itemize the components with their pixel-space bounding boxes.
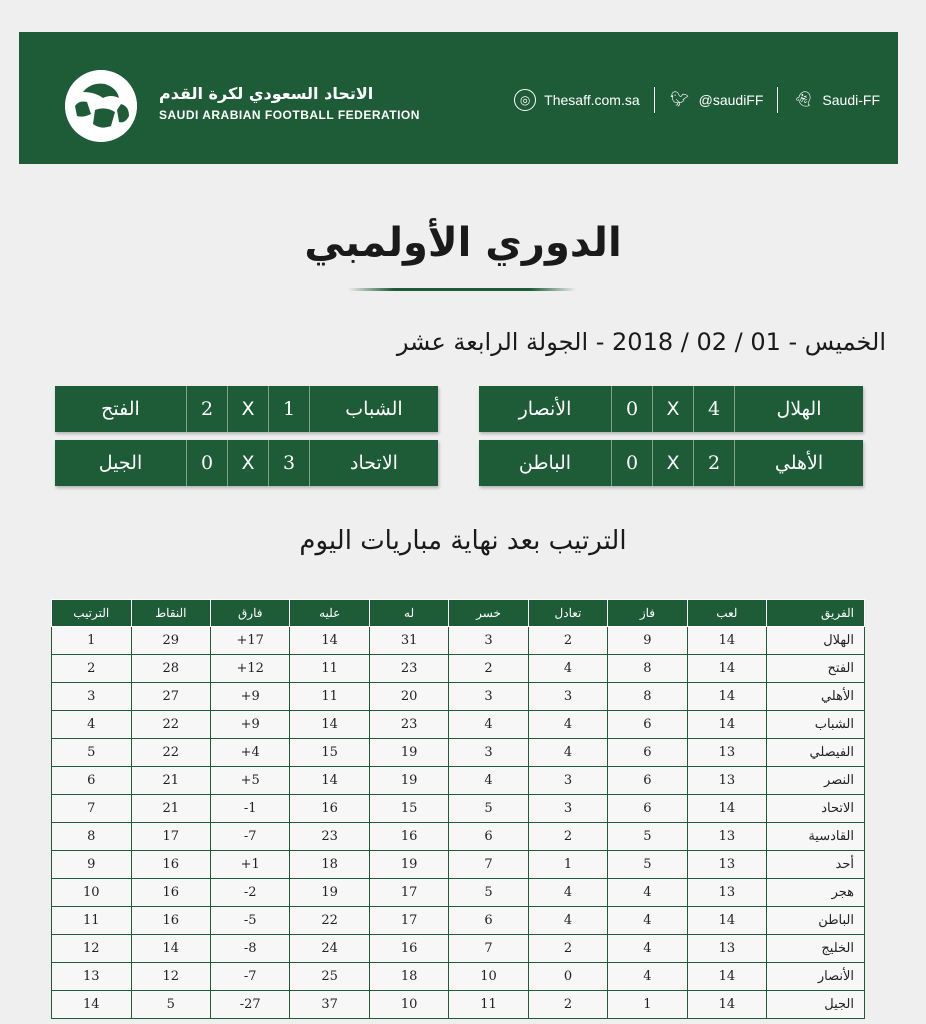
league-title: الدوري الأولمبي <box>304 220 622 266</box>
table-row <box>52 795 865 823</box>
standings-table <box>51 599 865 1019</box>
cell-goals-against: 11 <box>290 683 369 711</box>
cell-goals-against: 24 <box>290 935 369 963</box>
cell-played: 14 <box>687 683 766 711</box>
cell-goals-for: 16 <box>369 823 448 851</box>
column-header-goal-difference: فارق <box>211 600 290 627</box>
cell-points: 16 <box>131 907 210 935</box>
cell-drawn: 2 <box>528 627 607 655</box>
cell-goals-against: 14 <box>290 627 369 655</box>
cell-won: 4 <box>608 907 687 935</box>
cell-goals-against: 14 <box>290 711 369 739</box>
cell-lost: 3 <box>449 627 528 655</box>
cell-goals-for: 17 <box>369 907 448 935</box>
twitter-bird-icon: 🐦︎ <box>670 91 690 108</box>
cell-lost: 5 <box>449 879 528 907</box>
away-score: 2 <box>186 386 227 432</box>
cell-won: 6 <box>608 739 687 767</box>
cell-drawn: 4 <box>528 879 607 907</box>
table-row <box>52 851 865 879</box>
away-team: الباطن <box>518 452 572 474</box>
cell-drawn: 3 <box>528 683 607 711</box>
cell-lost: 6 <box>449 823 528 851</box>
cell-goal-difference: 9+ <box>211 711 290 739</box>
cell-lost: 7 <box>449 935 528 963</box>
cell-played: 14 <box>687 711 766 739</box>
table-row <box>52 963 865 991</box>
versus-mark: X <box>652 386 693 432</box>
cell-won: 6 <box>608 767 687 795</box>
home-score: 2 <box>693 440 734 486</box>
cell-points: 22 <box>131 739 210 767</box>
away-team: الأنصار <box>518 398 572 420</box>
table-row <box>52 991 865 1019</box>
column-header-points: النقاط <box>131 600 210 627</box>
cell-won: 4 <box>608 935 687 963</box>
cell-team: الجيل <box>767 991 865 1019</box>
versus-mark: X <box>652 440 693 486</box>
home-team: الاتحاد <box>309 440 438 486</box>
social-divider <box>654 87 655 113</box>
column-header-won: فاز <box>608 600 687 627</box>
table-row <box>52 683 865 711</box>
cell-goals-for: 15 <box>369 795 448 823</box>
cell-goal-difference: 4+ <box>211 739 290 767</box>
cell-rank: 6 <box>52 767 132 795</box>
cell-won: 5 <box>608 823 687 851</box>
cell-goals-for: 19 <box>369 739 448 767</box>
cell-goal-difference: 5+ <box>211 767 290 795</box>
cell-goals-against: 37 <box>290 991 369 1019</box>
cell-team: القادسية <box>767 823 865 851</box>
cell-lost: 5 <box>449 795 528 823</box>
table-row <box>52 823 865 851</box>
cell-rank: 9 <box>52 851 132 879</box>
home-score: 4 <box>693 386 734 432</box>
home-score: 3 <box>268 440 309 486</box>
cell-drawn: 0 <box>528 963 607 991</box>
cell-goals-against: 16 <box>290 795 369 823</box>
match-card <box>479 440 863 486</box>
globe-icon: ◎ <box>514 89 536 111</box>
cell-goals-for: 18 <box>369 963 448 991</box>
cell-goals-against: 22 <box>290 907 369 935</box>
table-row <box>52 711 865 739</box>
cell-rank: 10 <box>52 879 132 907</box>
cell-rank: 5 <box>52 739 132 767</box>
cell-drawn: 1 <box>528 851 607 879</box>
cell-drawn: 4 <box>528 739 607 767</box>
snapchat-handle[interactable]: Saudi-FF <box>822 92 880 108</box>
cell-goals-for: 10 <box>369 991 448 1019</box>
cell-won: 4 <box>608 963 687 991</box>
cell-rank: 3 <box>52 683 132 711</box>
cell-lost: 3 <box>449 739 528 767</box>
cell-team: الخليج <box>767 935 865 963</box>
cell-team: الشباب <box>767 711 865 739</box>
cell-points: 16 <box>131 879 210 907</box>
home-score: 1 <box>268 386 309 432</box>
table-row <box>52 627 865 655</box>
column-header-lost: خسر <box>449 600 528 627</box>
table-row <box>52 767 865 795</box>
cell-points: 21 <box>131 795 210 823</box>
cell-lost: 4 <box>449 767 528 795</box>
cell-lost: 10 <box>449 963 528 991</box>
column-header-goals-against: عليه <box>290 600 369 627</box>
cell-played: 14 <box>687 963 766 991</box>
cell-points: 17 <box>131 823 210 851</box>
table-row <box>52 935 865 963</box>
cell-goal-difference: 8- <box>211 935 290 963</box>
cell-won: 5 <box>608 851 687 879</box>
cell-goal-difference: 7- <box>211 963 290 991</box>
column-header-rank: الترتيب <box>52 600 132 627</box>
cell-team: الأنصار <box>767 963 865 991</box>
cell-goal-difference: 27- <box>211 991 290 1019</box>
table-row <box>52 907 865 935</box>
cell-lost: 7 <box>449 851 528 879</box>
home-team: الأهلي <box>734 440 863 486</box>
cell-rank: 12 <box>52 935 132 963</box>
cell-played: 13 <box>687 935 766 963</box>
cell-goals-against: 11 <box>290 655 369 683</box>
cell-points: 16 <box>131 851 210 879</box>
cell-drawn: 4 <box>528 655 607 683</box>
cell-played: 13 <box>687 767 766 795</box>
cell-goal-difference: 9+ <box>211 683 290 711</box>
federation-name-english: SAUDI ARABIAN FOOTBALL FEDERATION <box>159 108 420 122</box>
cell-goals-against: 18 <box>290 851 369 879</box>
cell-goals-against: 14 <box>290 767 369 795</box>
cell-lost: 11 <box>449 991 528 1019</box>
snapchat-ghost-icon: 👻︎ <box>793 91 813 108</box>
table-row <box>52 739 865 767</box>
cell-goal-difference: 17+ <box>211 627 290 655</box>
cell-rank: 11 <box>52 907 132 935</box>
cell-goal-difference: 2- <box>211 879 290 907</box>
cell-goals-for: 23 <box>369 711 448 739</box>
cell-drawn: 2 <box>528 823 607 851</box>
cell-goals-against: 25 <box>290 963 369 991</box>
cell-played: 14 <box>687 627 766 655</box>
cell-played: 14 <box>687 991 766 1019</box>
cell-won: 8 <box>608 683 687 711</box>
cell-lost: 4 <box>449 711 528 739</box>
cell-rank: 4 <box>52 711 132 739</box>
standings-header-row <box>52 600 865 627</box>
cell-drawn: 4 <box>528 711 607 739</box>
cell-goals-for: 31 <box>369 627 448 655</box>
cell-team: الفتح <box>767 655 865 683</box>
cell-rank: 13 <box>52 963 132 991</box>
cell-team: الأهلي <box>767 683 865 711</box>
column-header-drawn: تعادل <box>528 600 607 627</box>
cell-points: 21 <box>131 767 210 795</box>
cell-lost: 3 <box>449 683 528 711</box>
cell-points: 28 <box>131 655 210 683</box>
cell-points: 12 <box>131 963 210 991</box>
cell-goals-for: 19 <box>369 851 448 879</box>
cell-team: هجر <box>767 879 865 907</box>
cell-won: 6 <box>608 795 687 823</box>
cell-played: 13 <box>687 879 766 907</box>
cell-played: 14 <box>687 795 766 823</box>
round-date-line: الخميس - 01 / 02 / 2018 - الجولة الرابعة عشر <box>396 328 886 356</box>
cell-drawn: 3 <box>528 795 607 823</box>
cell-rank: 2 <box>52 655 132 683</box>
cell-played: 13 <box>687 823 766 851</box>
cell-goals-for: 16 <box>369 935 448 963</box>
match-card <box>479 386 863 432</box>
cell-won: 9 <box>608 627 687 655</box>
cell-lost: 6 <box>449 907 528 935</box>
cell-drawn: 2 <box>528 935 607 963</box>
federation-name-arabic: الاتحاد السعودي لكرة القدم <box>159 84 374 103</box>
versus-mark: X <box>227 386 268 432</box>
table-row <box>52 879 865 907</box>
social-divider <box>777 87 778 113</box>
title-underline <box>348 288 576 291</box>
table-row <box>52 655 865 683</box>
cell-goals-against: 19 <box>290 879 369 907</box>
cell-won: 1 <box>608 991 687 1019</box>
standings-body <box>52 627 865 1019</box>
website-link[interactable]: Thesaff.com.sa <box>544 92 640 108</box>
cell-drawn: 4 <box>528 907 607 935</box>
cell-drawn: 2 <box>528 991 607 1019</box>
cell-team: الهلال <box>767 627 865 655</box>
cell-goal-difference: 7- <box>211 823 290 851</box>
federation-logo-ball-icon <box>65 70 137 142</box>
cell-points: 22 <box>131 711 210 739</box>
cell-team: الباطن <box>767 907 865 935</box>
cell-team: الاتحاد <box>767 795 865 823</box>
cell-played: 14 <box>687 907 766 935</box>
column-header-played: لعب <box>687 600 766 627</box>
cell-goals-for: 17 <box>369 879 448 907</box>
cell-points: 29 <box>131 627 210 655</box>
cell-played: 13 <box>687 739 766 767</box>
away-score: 0 <box>611 386 652 432</box>
cell-goal-difference: 1+ <box>211 851 290 879</box>
cell-team: النصر <box>767 767 865 795</box>
cell-won: 8 <box>608 655 687 683</box>
cell-goal-difference: 1- <box>211 795 290 823</box>
cell-team: الفيصلي <box>767 739 865 767</box>
cell-won: 4 <box>608 879 687 907</box>
cell-goals-for: 20 <box>369 683 448 711</box>
cell-rank: 1 <box>52 627 132 655</box>
column-header-goals-for: له <box>369 600 448 627</box>
cell-rank: 8 <box>52 823 132 851</box>
match-card <box>55 440 438 486</box>
cell-points: 5 <box>131 991 210 1019</box>
cell-goals-against: 15 <box>290 739 369 767</box>
cell-goal-difference: 12+ <box>211 655 290 683</box>
social-links <box>514 86 880 114</box>
away-score: 0 <box>611 440 652 486</box>
cell-rank: 14 <box>52 991 132 1019</box>
cell-drawn: 3 <box>528 767 607 795</box>
cell-goal-difference: 5- <box>211 907 290 935</box>
cell-goals-against: 23 <box>290 823 369 851</box>
cell-goals-for: 23 <box>369 655 448 683</box>
away-team: الفتح <box>101 398 140 420</box>
standings-title: الترتيب بعد نهاية مباريات اليوم <box>299 526 627 556</box>
cell-points: 14 <box>131 935 210 963</box>
cell-played: 13 <box>687 851 766 879</box>
home-team: الشباب <box>309 386 438 432</box>
cell-goals-for: 19 <box>369 767 448 795</box>
cell-team: أحد <box>767 851 865 879</box>
cell-points: 27 <box>131 683 210 711</box>
cell-won: 6 <box>608 711 687 739</box>
match-card <box>55 386 438 432</box>
cell-lost: 2 <box>449 655 528 683</box>
twitter-handle[interactable]: @saudiFF <box>698 92 764 108</box>
column-header-team: الفريق <box>767 600 865 627</box>
versus-mark: X <box>227 440 268 486</box>
cell-rank: 7 <box>52 795 132 823</box>
cell-played: 14 <box>687 655 766 683</box>
away-team: الجيل <box>98 452 143 474</box>
federation-banner <box>19 32 898 164</box>
home-team: الهلال <box>734 386 863 432</box>
away-score: 0 <box>186 440 227 486</box>
